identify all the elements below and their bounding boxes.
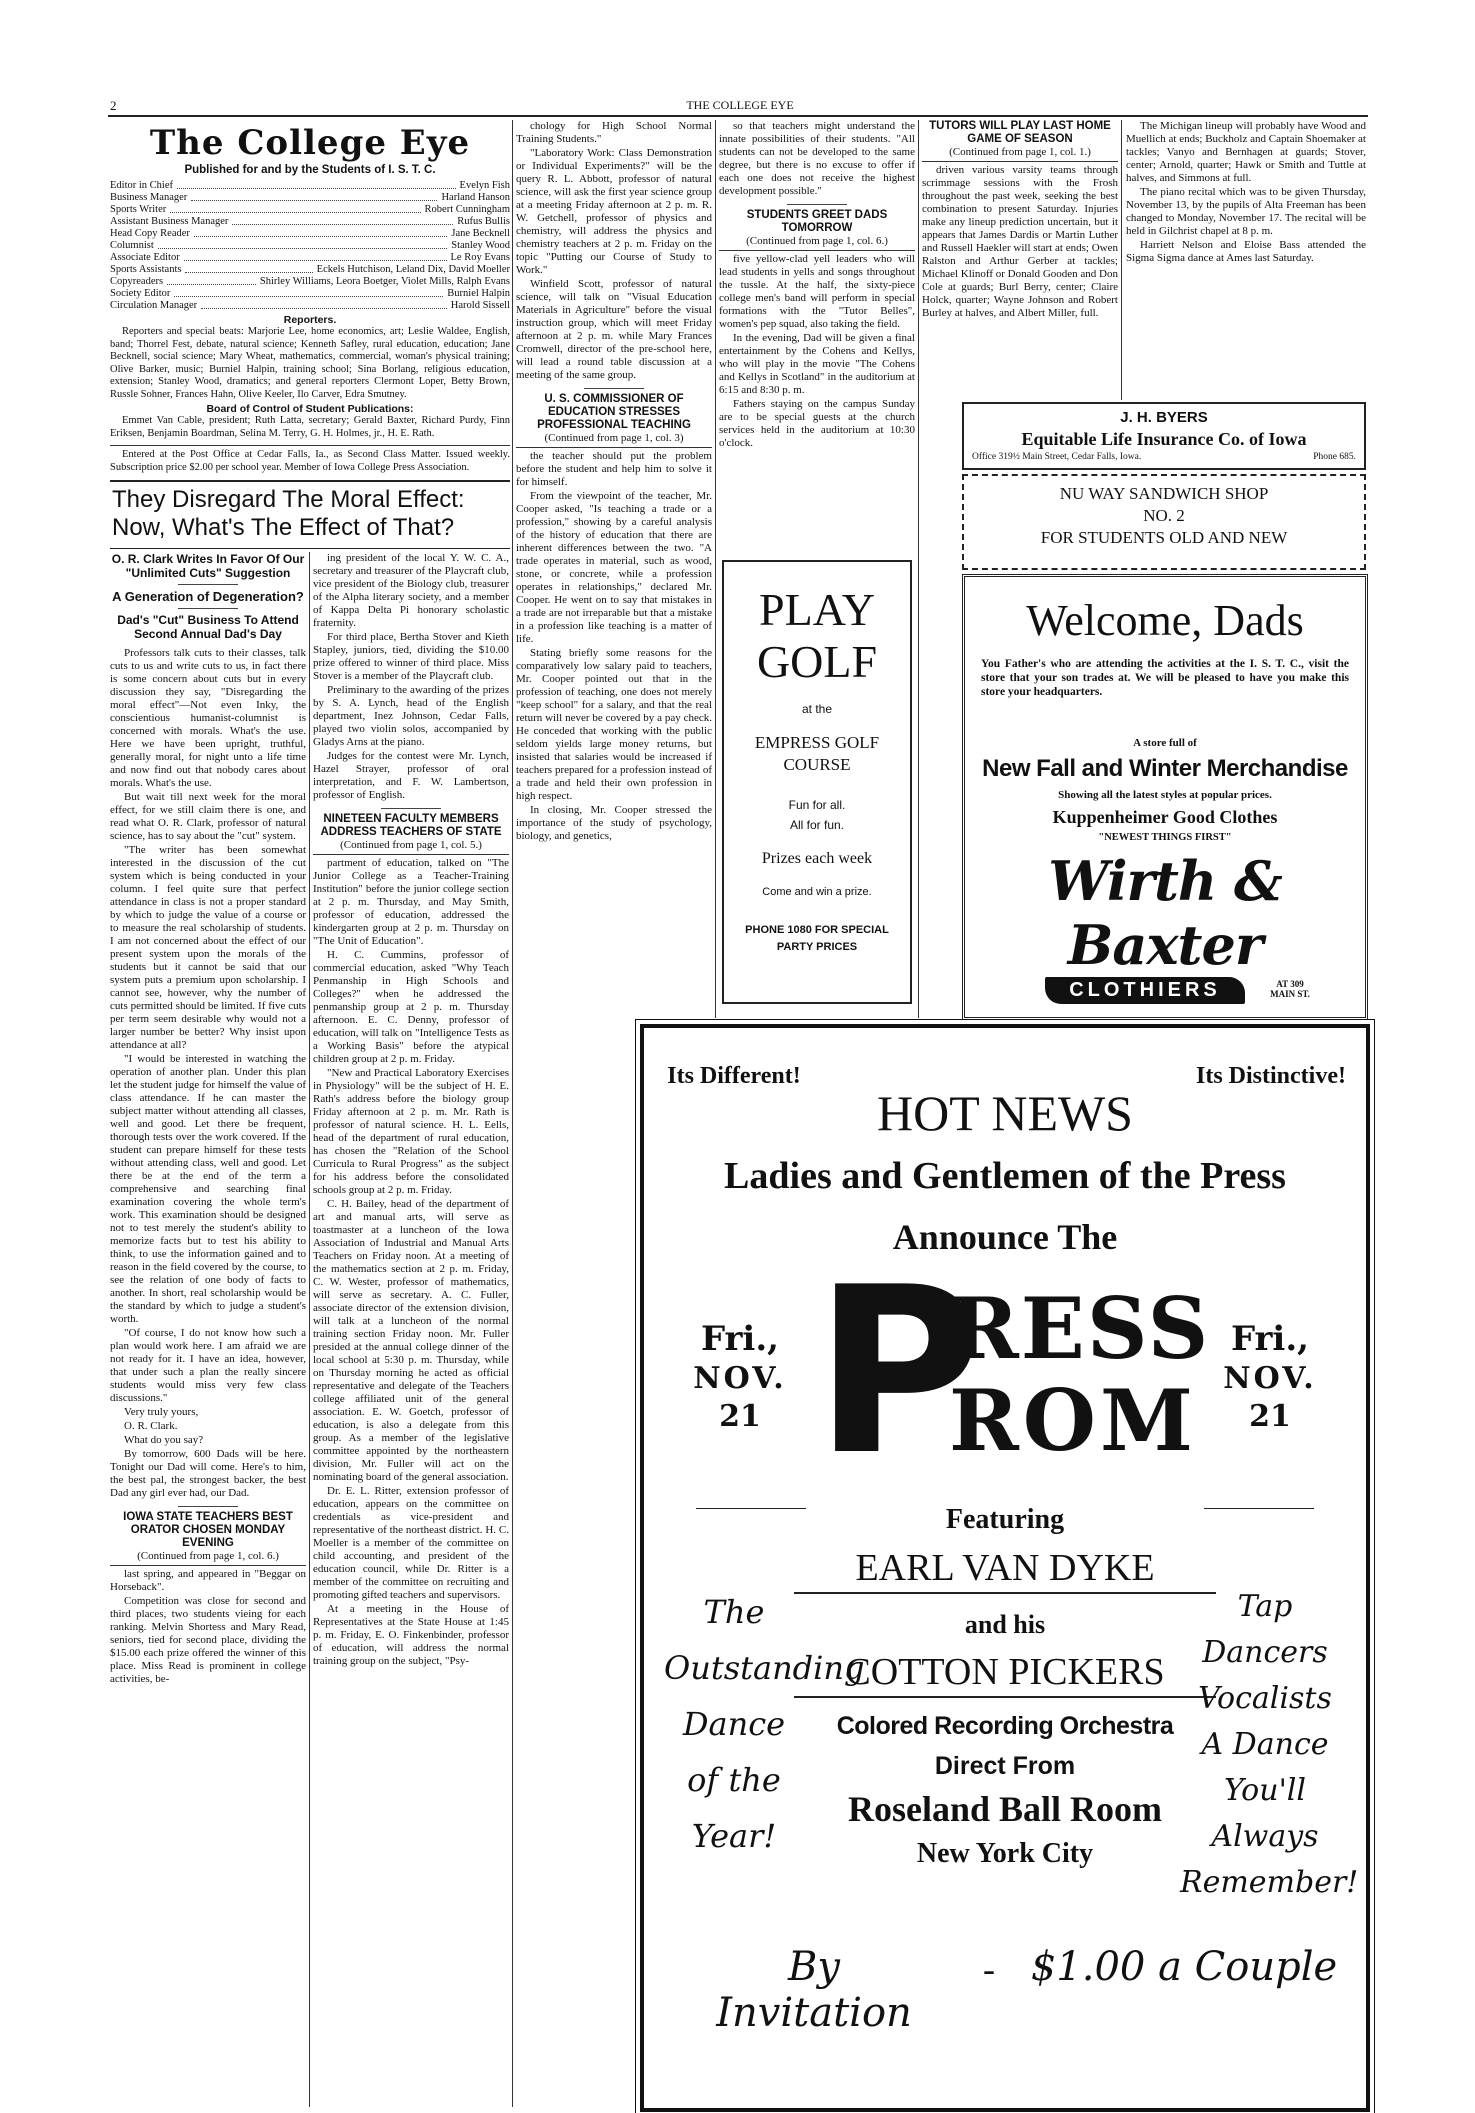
prom-direct: Direct From [934, 1752, 1076, 1780]
staff-name: Burniel Halpin [447, 288, 510, 299]
script-line: A Dance [1201, 1727, 1329, 1762]
staff-role: Business Manager [110, 192, 188, 203]
reporters-text: Reporters and special beats: Marjorie Lee, home economics, art; Leslie Waldee, English, band; Thorrel Fest, debate, natural science; Kenneth Safley, rural education, education; Jane Becknell, social science; Mary Wheat, mathematics, commercial, woman's physical training; Olive Barker, music; Burniel Halpin, training school; Sina Borlang, religious education, extension; Stanley Wood, dramatics; and general reporters Clermont Loper, Betty Brown, Russle Sohner, Frances Hahn, Olive Keeler, Ilo Carver, Edra Smutney. [110, 326, 510, 400]
entry-text: Entered at the Post Office at Cedar Falls, Ia., as Second Class Matter. Issued weekly. Subscription price $2.00 per school year. Member of Iowa College Press Association. [110, 449, 510, 473]
column-5 [922, 120, 1118, 321]
staff-name: Robert Cunningham [424, 204, 510, 215]
prom-big-p: P [814, 1239, 983, 1506]
prom-date-right-3: 21 [1249, 1399, 1291, 1434]
paragraph: "The writer has been somewhat interested in the discussion of the cut system which is being conducted in your column. I feel quite sure that perfect attendance in class is not a proper standard by which to judge the value of a course or to measure the real scholarship of students. I am not concerned about the effect of our present system upon the morals of the students but it cannot be said that our system puts a premium upon scholarship. I cannot see, however, why the number of cuts permitted should be limited. If five cuts per term seem desirable why would not a larger number be better? Why insist upon attendance at all? [110, 844, 306, 1051]
commissioner-body [516, 450, 712, 843]
script-line: Remember! [1180, 1865, 1359, 1900]
staff-name: Evelyn Fish [459, 180, 510, 191]
script-line: You'll [1223, 1773, 1307, 1808]
prom-right-script [1180, 1584, 1359, 1906]
golf-at: at the [801, 702, 833, 716]
col2-body [313, 552, 509, 802]
masthead [110, 122, 510, 474]
prom-featuring: Featuring [945, 1504, 1065, 1535]
prom-andhis: and his [964, 1610, 1046, 1639]
nuway-line2: NO. 2 [1143, 506, 1185, 525]
staff-row [110, 228, 510, 240]
commissioner-continued: (Continued from page 1, col. 3) [544, 432, 684, 444]
paragraph: For third place, Bertha Stover and Kieth Stapley, juniors, tied, dividing the $10.00 prize offered to winner of third place. Miss Stover is a member of the Playcraft club. [313, 631, 509, 682]
staff-name: Jane Becknell [451, 228, 510, 239]
staff-name: Stanley Wood [451, 240, 510, 251]
editorial-sub2: A Generation of Degeneration? [112, 589, 304, 604]
prom-press-block [814, 1239, 1211, 1506]
golf-ad [722, 560, 912, 1004]
paragraph: The Michigan lineup will probably have Wood and Muellich at ends; Buckholz and Captain Shoemaker at tackles; Vanyo and Bernhagen at guards; Stover, center; Arnold, quarter; Hawk or Smith and Tuttle at halves, and Simmons at full. [1126, 120, 1366, 184]
paragraph: Competition was close for second and third places, two students vieing for each ranking. Melvin Shortess and Mary Read, seniors, tied for second place, dividing the $15.00 each prize offered the winner of this place. Miss Read is prominent in college activities, be- [110, 1595, 306, 1685]
wirth-address: AT 309 MAIN ST. [1270, 979, 1310, 999]
paragraph: partment of education, talked on "The Junior College as a Teacher-Training Institution" before the junior college section at 2 p. m. Thursday, and May Smith, professor of education, addressed the kindergarten group at 2 p. m. Thursday on "The Unit of Education". [313, 857, 509, 947]
prom-right-top: Its Distinctive! [1196, 1063, 1346, 1089]
wirth-logo: Wirth & Baxter [1048, 849, 1282, 977]
byers-name: J. H. BYERS [1120, 409, 1208, 426]
paragraph: Very truly yours, [124, 1406, 199, 1418]
prom-date-left-2: NOV. [693, 1361, 787, 1396]
paragraph: Dr. E. L. Ritter, extension professor of education, appears on the committee on credentials as vice-president and representative of the northeast district. H. C. Moeller is a member of the committee on child accounting, and president of the education council, while Dr. Ritter is a member of the committee on recruiting and promoting gifted teachers and supervisors. [313, 1485, 509, 1601]
staff-role: Assistant Business Manager [110, 216, 229, 227]
prom-dash: - [983, 1949, 995, 1989]
col-divider-5 [1121, 120, 1122, 400]
paragraph: Preliminary to the awarding of the prizes by S. A. Lynch, head of the English department, Inez Johnson, Cedar Falls, played two violin solos, accompanied by Gladys Arns at the piano. [313, 684, 509, 748]
paragraph: Professors talk cuts to their classes, talk cuts to us and write cuts to us, in fact there is some concern about cuts but in every discussion they say, "Disregarding the moral effect"—Not even Inky, the conscientious humanist-columnist is concerned with morals. What's the use. Here we have been upright, truthful, generally moral, for night unto a life time and now find out that nobody cares about morals. What's the use. [110, 647, 306, 789]
prom-date-right-1: Fri., [1230, 1319, 1310, 1359]
wirth-merch: New Fall and Winter Merchandise [982, 755, 1348, 782]
script-line: Dance [682, 1705, 786, 1743]
golf-venue: EMPRESS GOLF COURSE [754, 733, 880, 774]
staff-row [110, 252, 510, 264]
board-text: Emmet Van Cable, president; Ruth Latta, secretary; Gerald Baxter, Richard Purdy, Finn Eriksen, Benjamin Boardman, Selina M. Terry, G. H. Holmes, jr., H. E. Rath. [110, 415, 510, 439]
paragraph: C. H. Bailey, head of the department of art and manual arts, will serve as toastmaster at a luncheon of the Iowa Association of Industrial and Manual Arts Teachers on Friday noon. At a meeting of the mathematics section at 2 p. m. Friday, C. W. Wester, professor of mathematics, will serve as secretary. A. C. Fuller, associate director of the extension division, will talk at a luncheon of the normal training section Friday noon. Mr. Fuller presided at the annual college dinner of the local school at 5:30 p. m. Thursday, while on Thursday morning he acted as official representative and delegate of the Teachers college affiliated unit of the general association. E. W. Goetch, professor of education, is also a delegate from this group. As a member of the legislative committee appointed by the northeastern division, Mr. Fuller will act on the nominating board of the general association. [313, 1198, 509, 1483]
staff-role: Head Copy Reader [110, 228, 190, 239]
paragraph: From the viewpoint of the teacher, Mr. Cooper asked, "Is teaching a trade or a profession," showing by a careful analysis of the history of education that there are inherent differences between the two. "A trade operates in material, such as wood, stone, or concrete, while a profession operates in relationships," declared Mr. Cooper. He went on to say that mistakes in a trade are not irreparable but that a mistake in a profession like teaching is a matter of life. [516, 490, 712, 645]
script-line: Outstanding [664, 1649, 865, 1687]
staff-name: Harold Sissell [450, 300, 510, 311]
editorial-headline: They Disregard The Moral Effect: Now, What's The Effect of That? [112, 486, 465, 541]
paragraph: Harriett Nelson and Eloise Bass attended the Sigma Sigma dance at Ames last Saturday. [1126, 239, 1366, 264]
script-line: of the [687, 1761, 781, 1799]
col3-body [516, 120, 712, 382]
prom-date-left [680, 1318, 800, 1436]
prom-ladies: Ladies and Gentlemen of the Press [724, 1155, 1286, 1197]
staff-role: Sports Writer [110, 204, 167, 215]
golf-prizes: Prizes each week [761, 850, 873, 867]
staff-role: Copyreaders [110, 276, 164, 287]
prom-invitation: By Invitation [716, 1944, 912, 2036]
prom-colored: Colored Recording Orchestra [836, 1712, 1174, 1740]
dads-body [719, 253, 915, 450]
paragraph: "Laboratory Work: Class Demonstration or Individual Experiments?" will be the query R. L. Abbott, professor of natural science, will ask the first year science group at a meeting Friday afternoon at 2 p. m. R. W. Getchell, professor of physics and chemistry, will address the physics and chemistry teachers at 2 p. m. Friday on the topic "Putting our Course of Study to Work." [516, 147, 712, 276]
prom-cotton: COTTON PICKERS [794, 1650, 1216, 1698]
dads-continued: (Continued from page 1, col. 6.) [746, 235, 888, 247]
wirth-headline: Welcome, Dads [1026, 596, 1304, 645]
wirth-store: A store full of [1133, 737, 1197, 749]
paragraph: O. R. Clark. [124, 1420, 178, 1432]
masthead-subtitle: Published for and by the Students of I. S. T. C. [184, 164, 436, 176]
paragraph: "Of course, I do not know how such a plan would work here. I am afraid we are not ready for it. I have an idea, however, that under such a plan the really sincere students would miss very few class discussions." [110, 1327, 306, 1404]
golf-fun2: All for fun. [789, 818, 845, 832]
prom-price: $1.00 a Couple [1030, 1944, 1338, 1990]
staff-row [110, 180, 510, 192]
paragraph: Stating briefly some reasons for the comparatively low salary paid to teachers, Mr. Cooper pointed out that in the profession of teaching, one does not merely "keep school" for a salary, and that the real return will never be covered by a pay check. He conceded that working with the public seldom yields large money returns, but insisted that salaries would be increased if teachers prepared for a profession instead of a trade and held their own profession in high respect. [516, 647, 712, 802]
staff-role: Columnist [110, 240, 154, 251]
golf-come: Come and win a prize. [762, 886, 872, 898]
prom-hot: HOT NEWS [876, 1085, 1133, 1141]
paragraph: last spring, and appeared in "Beggar on Horseback". [110, 1568, 306, 1593]
prom-date-right-2: NOV. [1223, 1361, 1317, 1396]
paragraph: Fathers staying on the campus Sunday are to be special guests at the church services held in the auditorium at 10:30 o'clock. [719, 398, 915, 449]
reporters-heading: Reporters. [283, 314, 337, 326]
faculty-continued: (Continued from page 1, col. 5.) [340, 839, 482, 851]
staff-list [110, 180, 510, 312]
editorial-sub1: O. R. Clark Writes In Favor Of Our "Unlimited Cuts" Suggestion [111, 552, 305, 580]
byers-ad [962, 402, 1366, 470]
script-line: Year! [691, 1817, 777, 1855]
orator-continued: (Continued from page 1, col. 6.) [137, 1550, 279, 1562]
paragraph: At a meeting in the House of Representatives at the State House at 1:45 p. m. Friday, E. O. Finkenbinder, professor of education, will address the normal training group on the subject, "Psy- [313, 1603, 509, 1667]
dads-headline: STUDENTS GREET DADS TOMORROW [746, 209, 888, 234]
paper-name: THE COLLEGE EYE [686, 98, 794, 112]
prom-press-rest: RESS [949, 1279, 1211, 1378]
byers-phone: Phone 685. [1313, 452, 1356, 462]
prom-earl: EARL VAN DYKE [794, 1546, 1216, 1594]
prom-date-right [1210, 1318, 1330, 1436]
orator-body [110, 1568, 306, 1686]
paragraph: the teacher should put the problem before the student and help him to solve it for himself. [516, 450, 712, 488]
paragraph: By tomorrow, 600 Dads will be here. Tonight our Dad will come. Here's to him, the best pal, the strongest backer, the best Dad any girl ever had, our Dad. [110, 1448, 306, 1499]
faculty-headline: NINETEEN FACULTY MEMBERS ADDRESS TEACHERS OF STATE [320, 813, 502, 838]
tutors-body [922, 164, 1118, 320]
editorial-col-a [110, 552, 306, 1687]
nuway-line3: FOR STUDENTS OLD AND NEW [1040, 528, 1288, 547]
paragraph: What do you say? [124, 1434, 204, 1446]
golf-line1: PLAY [759, 584, 875, 635]
wirth-styles: Showing all the latest styles at popular prices. [1058, 789, 1272, 801]
orator-headline: IOWA STATE TEACHERS BEST ORATOR CHOSEN MONDAY EVENING [123, 1511, 293, 1549]
page-number: 2 [110, 98, 117, 113]
paragraph: The piano recital which was to be given Thursday, November 13, by the pupils of Alta Freeman has been changed to Monday, November 17. The recital will be held in Gilchrist chapel at 8 p. m. [1126, 186, 1366, 237]
paragraph: Winfield Scott, professor of natural science, will talk on "Visual Education Materials in Agriculture" before the visual instruction group, which will meet Friday afternoon at 2 p. m. while Mary Frances Cromwell, director of the pre-school here, will lead a round table discussion at a meeting of the same group. [516, 278, 712, 381]
script-line: Tap Dancers [1202, 1589, 1328, 1670]
commissioner-headline: U. S. COMMISSIONER OF EDUCATION STRESSES PROFESSIONAL TEACHING [537, 393, 691, 431]
col-divider-3 [715, 120, 716, 1018]
wirth-ad [962, 574, 1368, 1020]
staff-row [110, 288, 510, 300]
board-heading: Board of Control of Student Publications: [206, 403, 414, 415]
script-line: Vocalists [1198, 1681, 1332, 1716]
prom-roseland: Roseland Ball Room [847, 1789, 1163, 1829]
col-divider-1 [309, 552, 310, 2107]
header-rule [108, 115, 1368, 117]
column-3 [516, 120, 712, 844]
col4-body [719, 120, 915, 198]
column-6 [1126, 120, 1366, 266]
paragraph: ing president of the local Y. W. C. A., secretary and treasurer of the Playcraft club, vice president of the Biology club, treasurer of the Alpha literary society, and a member of Kappa Delta Pi honorary scholastic fraternity. [313, 552, 509, 629]
staff-row [110, 192, 510, 204]
prom-left-script [664, 1584, 865, 1864]
golf-line2: GOLF [756, 636, 878, 687]
column-4 [719, 120, 915, 451]
paragraph: "I would be interested in watching the operation of another plan. Under this plan let the student judge for himself the value of class attendance. If he can master the subject matter without attending all classes, well and good. Let there be frequent, thorough tests over the work covered. If the student can prepare himself for these tests without attending class, well and good. Let there be at the end of the term a comprehensive and searching final examination covering the whole term's work. This examination should be designed not to test merely the student's ability to memorize facts but to test his ability to think, to use the information gained and to reason in the field covered by the course, to see the relation of one body of facts to another. In short, real scholarship would be the standard by which to judge a student's worth. [110, 1053, 306, 1325]
paragraph: so that teachers might understand the innate possibilities of their students. "All students can not be developed to the same degree, but there is no excuse to offer if each one does not receive the highest development possible." [719, 120, 915, 197]
editorial-sub3: Dad's "Cut" Business To Attend Second Annual Dad's Day [117, 613, 299, 641]
byers-office: Office 319½ Main Street, Cedar Falls, Iowa. [972, 452, 1142, 462]
staff-role: Sports Assistants [110, 264, 182, 275]
prom-date-left-3: 21 [719, 1399, 761, 1434]
press-prom-ad [640, 1024, 1370, 2112]
paragraph: five yellow-clad yell leaders who will lead students in yells and songs throughout the tussle. At the half, the sixty-piece college men's band will perform in special formations with the "Tutor Belles", women's pep squad, also taking the field. [719, 253, 915, 330]
staff-name: Shirley Williams, Leora Boetger, Violet Mills, Ralph Evans [259, 276, 510, 287]
staff-name: Rufus Bullis [457, 216, 510, 227]
staff-name: Harland Hanson [441, 192, 510, 203]
staff-row [110, 276, 510, 288]
col-divider-4 [918, 120, 919, 1018]
paragraph: In the evening, Dad will be given a final entertainment by the Cohens and Kellys, who will play in the movie "The Cohens and Kellys in Scotland" in the auditorium at 6:15 and 8:30 p. m. [719, 332, 915, 396]
faculty-body [313, 857, 509, 1668]
prom-date-left-1: Fri., [700, 1319, 780, 1359]
paragraph: chology for High School Normal Training Students." [516, 120, 712, 145]
tutors-continued: (Continued from page 1, col. 1.) [949, 146, 1091, 158]
headline-rule [110, 548, 510, 549]
prom-announce: Announce The [892, 1217, 1118, 1257]
nuway-line1: NU WAY SANDWICH SHOP [1059, 484, 1269, 503]
prom-nyc: New York City [916, 1838, 1094, 1869]
masthead-title: The College Eye [149, 123, 471, 163]
staff-row [110, 240, 510, 252]
column-2 [313, 552, 509, 1669]
paragraph: But wait till next week for the moral effect, for we still claim there is one, and read what O. R. Clark, professor of natural science, has to say about the "cut" system. [110, 791, 306, 842]
paragraph: driven various varsity teams through scrimmage sessions with the Frosh throughout the past week, seeking the best combination to present Saturday. Injuries make any lineup prediction uncertain, but it appears that James Dardis or Martin Luther and Russell Haekler will start at ends; Owen Ralston and Arthur Gerber at tackles; Michael Klinoff or Donald Gooden and Don Cole at guards; Burl Berry, center; Claire Holck, quarter; Wayne Johnson and Robert Burley at halves, and Albert Miller, full. [922, 164, 1118, 319]
staff-role: Circulation Manager [110, 300, 198, 311]
staff-role: Associate Editor [110, 252, 180, 263]
paragraph: In closing, Mr. Cooper stressed the importance of the study of psychology, biology, and genetics, [516, 804, 712, 842]
staff-name: Eckels Hutchison, Leland Dix, David Moeller [316, 264, 510, 275]
staff-row [110, 264, 510, 276]
staff-role: Society Editor [110, 288, 171, 299]
golf-phone: PHONE 1080 FOR SPECIAL PARTY PRICES [745, 924, 889, 953]
editorial-body [110, 647, 306, 1500]
masthead-rule [110, 480, 510, 482]
tutors-headline: TUTORS WILL PLAY LAST HOME GAME OF SEASON [929, 120, 1111, 145]
script-line: Always [1211, 1819, 1319, 1854]
byers-company: Equitable Life Insurance Co. of Iowa [1021, 429, 1307, 449]
staff-row [110, 216, 510, 228]
wirth-body: You Father's who are attending the activities at the I. S. T. C., visit the store that your son trades at. We will be pleased to have you make this store your headquarters. [981, 658, 1349, 698]
paragraph: Judges for the contest were Mr. Lynch, Hazel Strayer, professor of oral interpretation, and F. W. Lambertson, professor of English. [313, 750, 509, 801]
wirth-clothiers: CLOTHIERS [1045, 977, 1245, 1004]
staff-row [110, 300, 510, 312]
script-line: The [703, 1593, 765, 1631]
prom-left-top: Its Different! [667, 1063, 801, 1089]
golf-fun1: Fun for all. [788, 798, 846, 812]
nuway-ad [962, 474, 1366, 570]
staff-role: Editor in Chief [110, 180, 173, 191]
paragraph: H. C. Cummins, professor of commercial education, asked "Why Teach Penmanship in High Schools and Colleges?" when he addressed the penmanship group at 2 p. m. Thursday afternoon. E. C. Denny, professor of education, will talk on "Intelligence Tests as a Working Basis" before the atypical children group at 2 p. m. Friday. [313, 949, 509, 1065]
staff-name: Le Roy Evans [450, 252, 510, 263]
paragraph: "New and Practical Laboratory Exercises in Physiology" will be the subject of H. E. Rath's address before the biology group Friday afternoon at 2 p. m. Mr. Rath is professor of natural science. H. L. Eells, head of the department of rural education, has chosen the "Relation of the School Curricula to Rural Progress" as the subject for his address before the consolidated schools group at 2 p. m. Friday. [313, 1067, 509, 1196]
col-divider-2 [512, 120, 513, 2107]
wirth-newest: "NEWEST THINGS FIRST" [1098, 832, 1232, 843]
prom-prom-rest: ROM [949, 1371, 1197, 1470]
col6-body [1126, 120, 1366, 265]
wirth-brand: Kuppenheimer Good Clothes [1052, 807, 1278, 827]
staff-row [110, 204, 510, 216]
